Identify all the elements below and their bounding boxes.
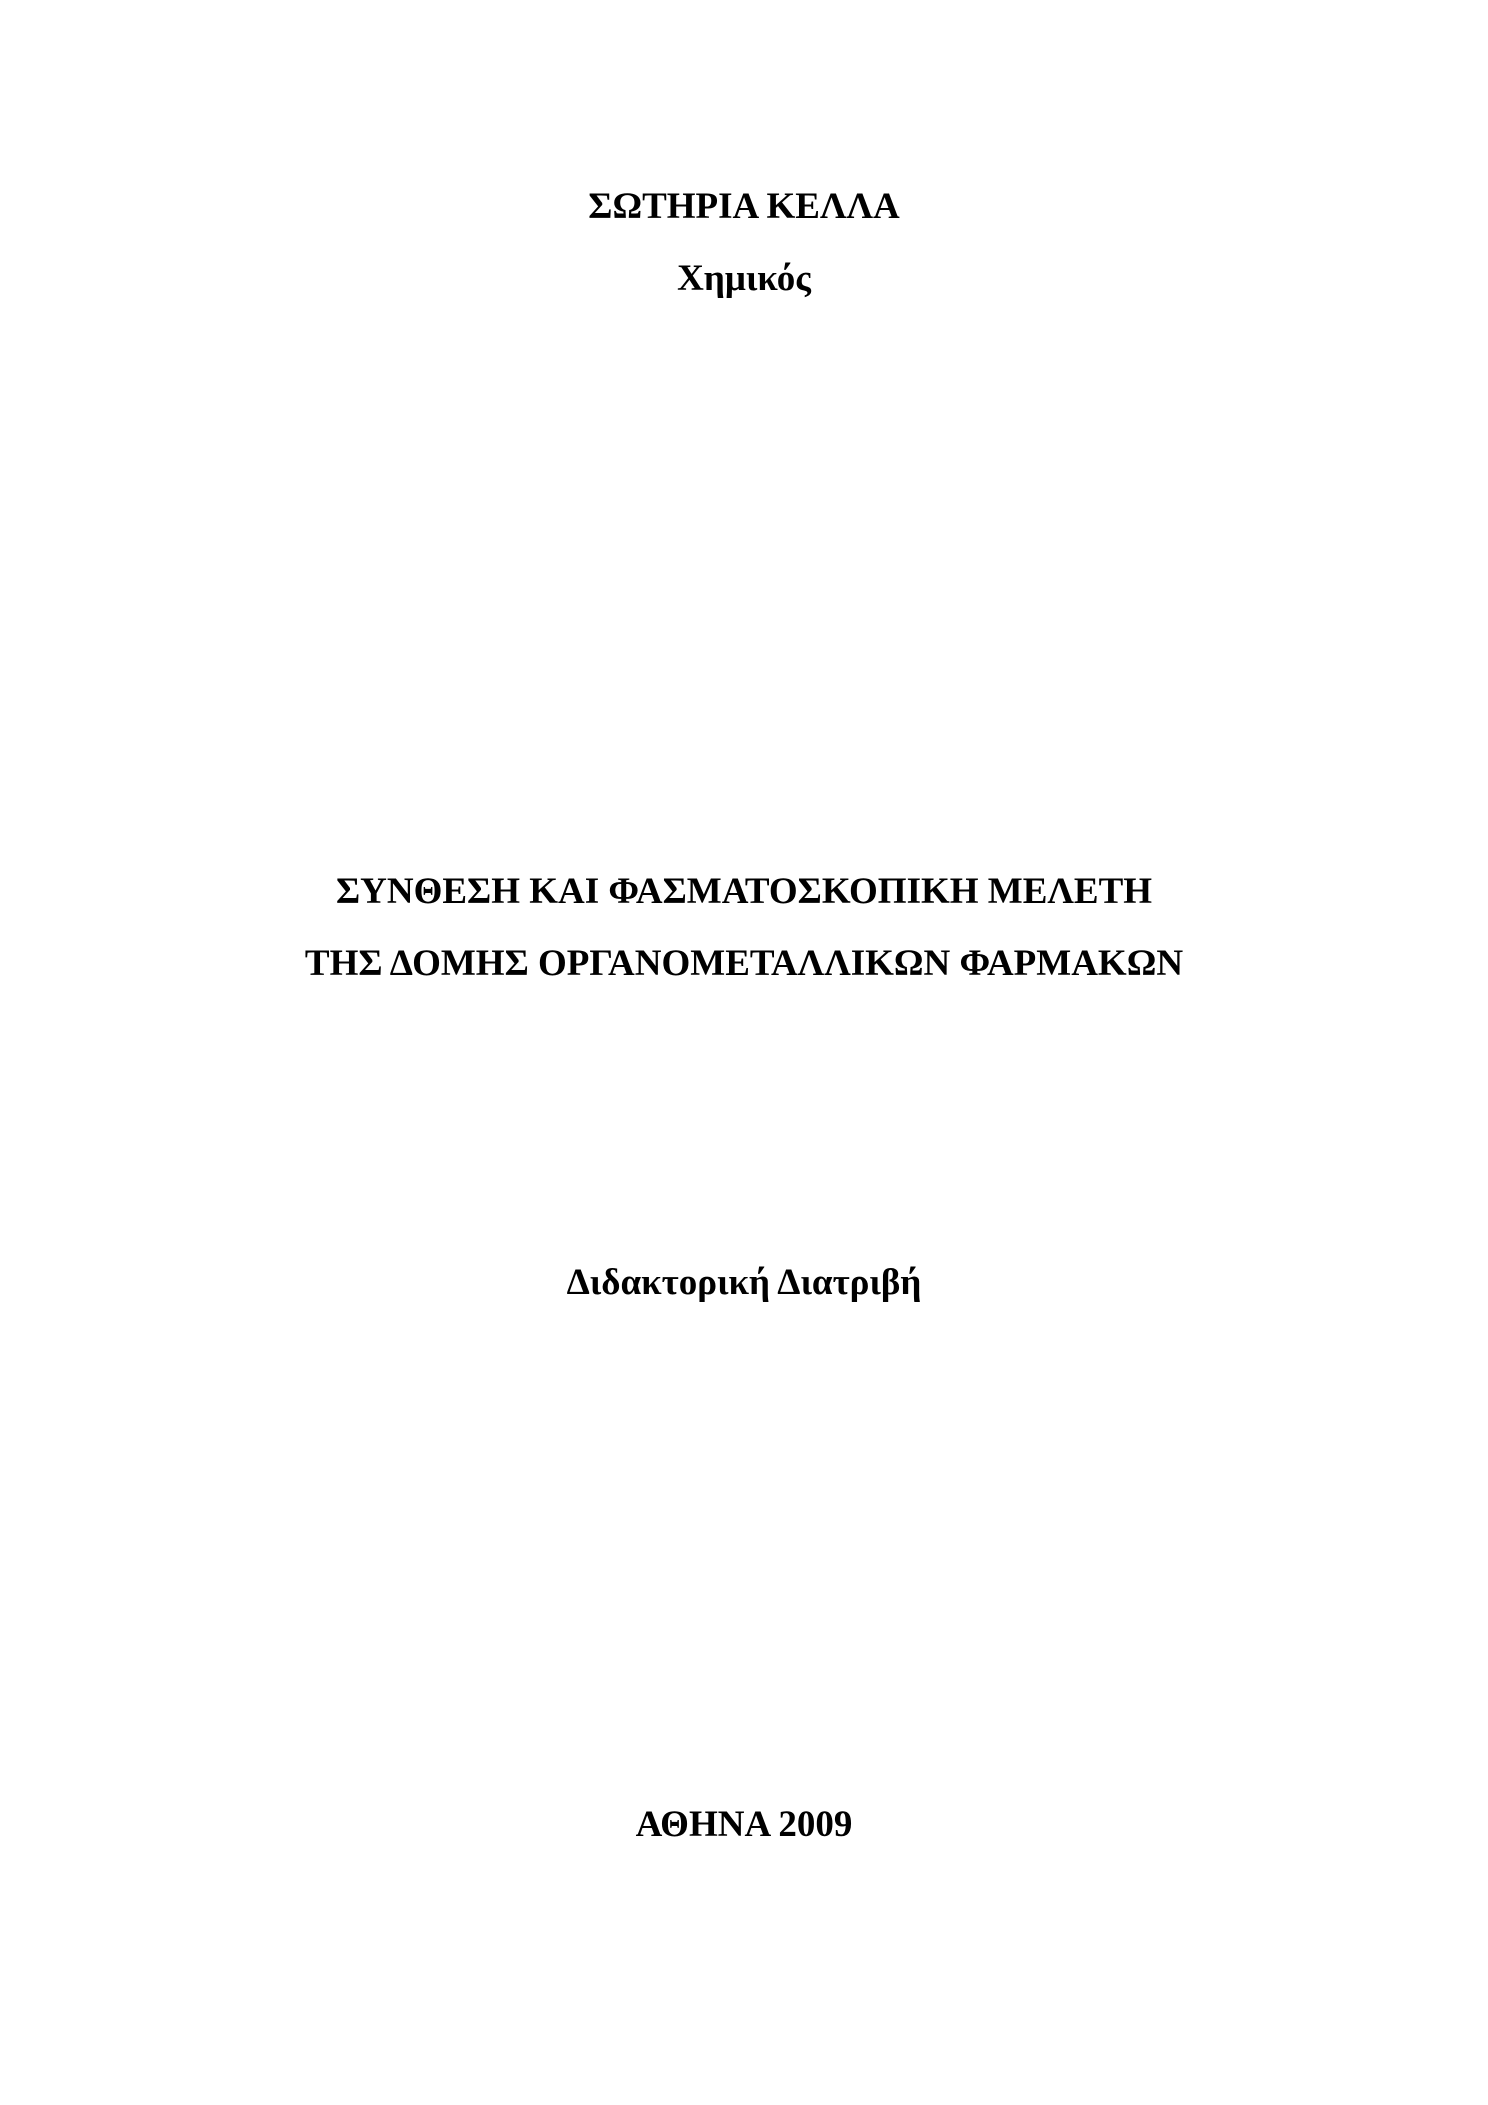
document-type: Διδακτορική Διατριβή [566,1262,922,1303]
thesis-title-line-1: ΣΥΝΘΕΣΗ ΚΑΙ ΦΑΣΜΑΤΟΣΚΟΠΙΚΗ ΜΕΛΕΤΗ [335,871,1153,912]
place-year: ΑΘΗΝΑ 2009 [635,1804,853,1845]
author-profession: Χημικός [677,258,811,299]
author-name: ΣΩΤΗΡΙΑ ΚΕΛΛΑ [588,186,900,227]
thesis-title-line-2: ΤΗΣ ΔΟΜΗΣ ΟΡΓΑΝΟΜΕΤΑΛΛΙΚΩΝ ΦΑΡΜΑΚΩΝ [304,943,1184,984]
